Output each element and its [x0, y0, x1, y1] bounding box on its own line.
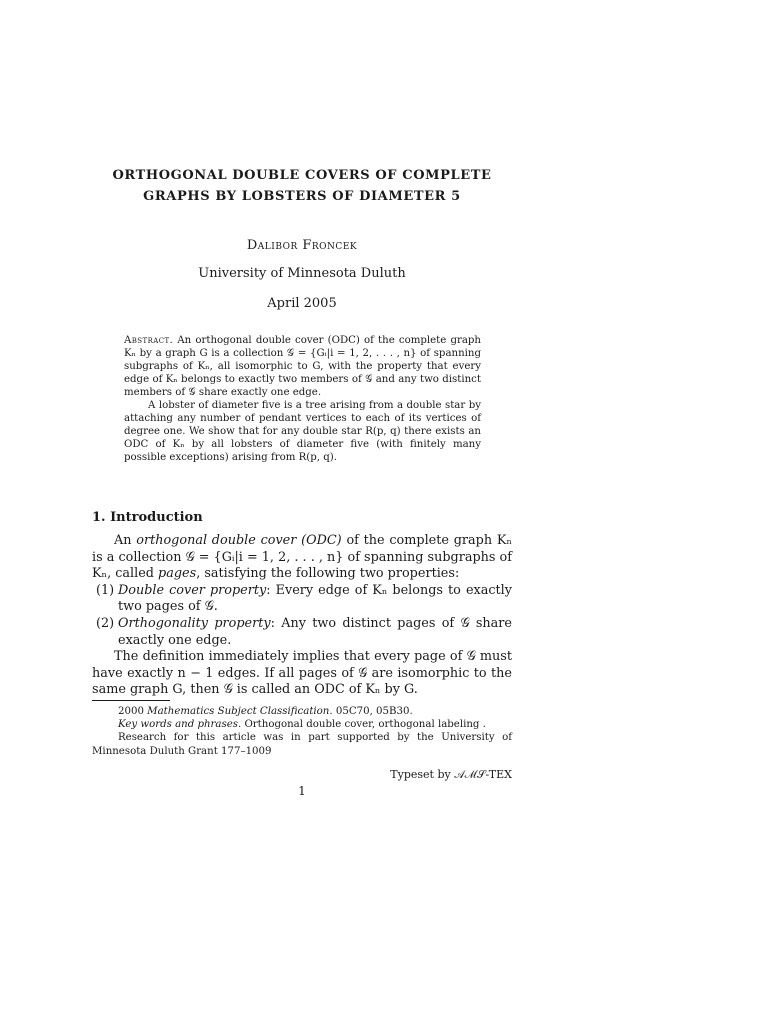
- intro-text: An: [114, 533, 137, 548]
- page-number: 1: [298, 784, 306, 798]
- property-name: Double cover property: [118, 582, 267, 598]
- paper-title: [92, 165, 512, 207]
- footnote-msc: [92, 705, 512, 718]
- msc-year: 2000: [118, 706, 148, 717]
- title-line-1: ORTHOGONAL DOUBLE COVERS OF COMPLETE: [112, 168, 492, 183]
- footnote-rule: [92, 700, 170, 701]
- msc-value: . 05C70, 05B30.: [329, 706, 413, 717]
- keywords-value: Orthogonal double cover, orthogonal labeling .: [241, 719, 486, 731]
- footnote-support: Research for this article was in part supported by the University of Minnesota Duluth Grant 177–1009: [92, 732, 512, 757]
- property-name: Orthogonality property: [118, 615, 271, 631]
- property-text: : Any two distinct pages of 𝒢 share exactly one edge.: [118, 615, 512, 648]
- footnotes: [92, 705, 512, 758]
- typeset-credit: Typeset by 𝒜ℳ𝒮-TEX: [390, 768, 512, 781]
- title-line-2: GRAPHS BY LOBSTERS OF DIAMETER 5: [143, 189, 461, 204]
- footnote-keywords: [92, 718, 512, 731]
- intro-text: of the complete graph Kₙ is a collection 𝒢 = {Gᵢ|i = 1, 2, . . . , n} of spanning subgraphs of Kₙ, called: [92, 533, 512, 582]
- abstract: [124, 334, 481, 464]
- abstract-label: Abstract.: [124, 335, 174, 346]
- item-number: (2): [96, 615, 115, 631]
- abstract-paragraph-2: A lobster of diameter five is a tree arising from a double star by attaching any number of pendant vertices to each of its vertices of degree one. We show that for any double star R(p, q) there exists an ODC of Kₙ by all lobsters of diameter five (with finitely many possible exceptions) arising from R(p, q).: [124, 400, 481, 463]
- author-name: Dalibor Froncek: [246, 238, 358, 253]
- keywords-label: Key words and phrases.: [118, 719, 242, 731]
- author-affiliation: University of Minnesota Duluth: [198, 266, 406, 281]
- property-item-2: [92, 616, 512, 649]
- intro-text: , satisfying the following two properties:: [196, 566, 460, 582]
- intro-paragraph-1: [92, 533, 512, 583]
- introduction-body: [92, 533, 512, 699]
- abstract-paragraph-1: [124, 334, 481, 399]
- property-item-1: [92, 583, 512, 616]
- intro-paragraph-2: The definition immediately implies that every page of 𝒢 must have exactly n − 1 edges. If all pages of 𝒢 are isomorphic to the same graph G, then 𝒢 is called an ODC of Kₙ by G.: [92, 649, 512, 698]
- intro-emphasis: orthogonal double cover (ODC): [136, 533, 342, 548]
- intro-emphasis: pages: [158, 566, 197, 582]
- msc-label: Mathematics Subject Classification: [147, 706, 330, 717]
- item-number: (1): [96, 582, 115, 598]
- abstract-text-1: An orthogonal double cover (ODC) of the complete graph Kₙ by a graph G is a collection 𝒢 = {Gᵢ|i = 1, 2, . . . , n} of spanning subgraphs of Kₙ, all isomorphic to G, with the property that every edge of Kₙ belongs to exactly two members of 𝒢 and any two distinct members of 𝒢 share exactly one edge.: [124, 335, 481, 398]
- property-text: : Every edge of Kₙ belongs to exactly two pages of 𝒢.: [118, 582, 512, 615]
- section-heading: 1. Introduction: [92, 510, 203, 525]
- publication-date: April 2005: [267, 296, 337, 311]
